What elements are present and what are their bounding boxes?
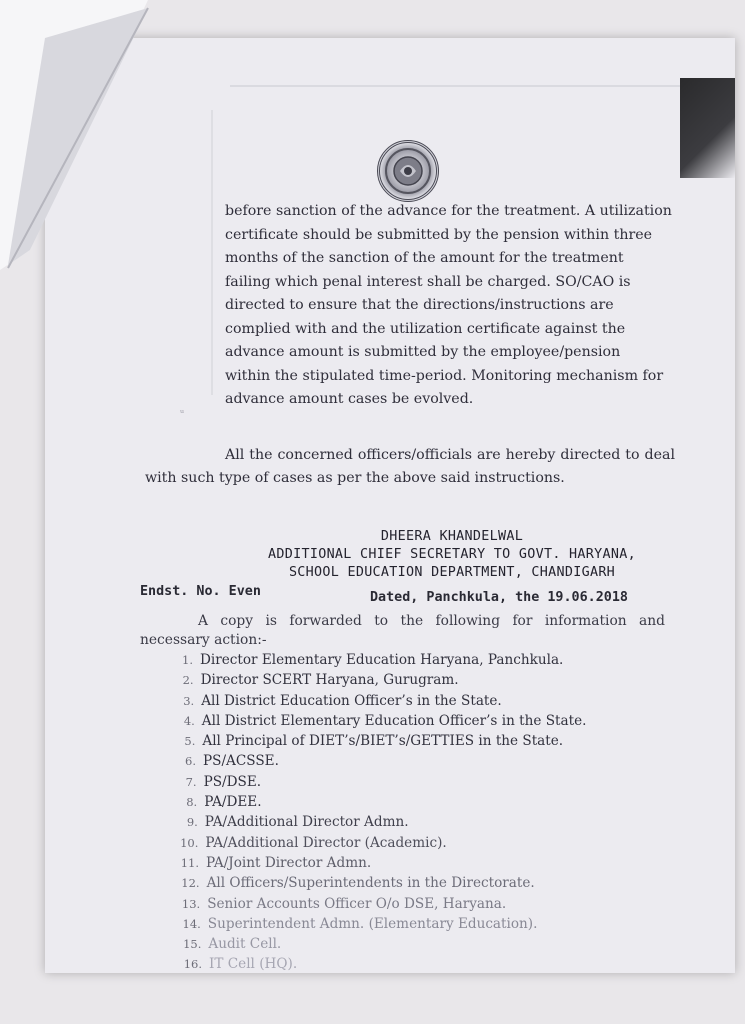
- body-line: certificate should be submitted by the pension within three: [225, 226, 653, 243]
- distribution-list: [165, 650, 645, 975]
- distribution-item: [167, 731, 645, 751]
- distribution-item: [165, 650, 645, 670]
- body-line: failing which penal interest shall be charged. SO/CAO is: [225, 273, 631, 290]
- distribution-text: All District Education Officer’s in the State.: [201, 692, 502, 709]
- signatory-designation: ADDITIONAL CHIEF SECRETARY TO GOVT. HARYANA,: [268, 547, 636, 562]
- dated-line: Dated, Panchkula, the 19.06.2018: [370, 590, 628, 605]
- distribution-item: [168, 751, 645, 771]
- instruction-paragraph: All the concerned officers/officials are hereby directed to deal with such type of cases as per the above said instructions.: [145, 447, 675, 486]
- distribution-number: 16.: [183, 957, 202, 972]
- distribution-text: PS/DSE.: [203, 773, 262, 790]
- distribution-item: [169, 772, 645, 792]
- distribution-item: [173, 914, 645, 934]
- distribution-text: PA/DEE.: [204, 794, 262, 811]
- distribution-text: PS/ACSSE.: [203, 753, 279, 770]
- distribution-number: 9.: [186, 815, 198, 830]
- distribution-text: Director Elementary Education Haryana, Panchkula.: [200, 652, 564, 668]
- distribution-text: All Principal of DIET’s/BIET’s/GETTIES in the State.: [202, 733, 564, 750]
- distribution-item: [172, 873, 645, 893]
- distribution-item: [170, 812, 645, 832]
- distribution-number: 8.: [186, 795, 198, 810]
- body-paragraph: [225, 200, 675, 412]
- distribution-text: PA/Joint Director Admn.: [206, 854, 372, 871]
- distribution-number: 15.: [183, 937, 202, 952]
- body-line: advance amount cases be evolved.: [225, 391, 474, 407]
- distribution-text: PA/Additional Director (Academic).: [205, 834, 447, 851]
- distribution-number: 6.: [185, 754, 196, 769]
- distribution-number: 10.: [180, 835, 199, 850]
- endorsement-number: Endst. No. Even: [140, 584, 261, 599]
- distribution-number: 12.: [181, 876, 200, 891]
- distribution-text: Audit Cell.: [208, 936, 282, 953]
- body-line: complied with and the utilization certificate against the: [225, 320, 626, 337]
- distribution-text: Senior Accounts Officer O/o DSE, Haryana.: [207, 895, 507, 912]
- body-line: advance amount is submitted by the employee/pension: [225, 344, 621, 360]
- margin-scribble: ᵤ: [180, 405, 184, 416]
- government-seal-icon: [377, 140, 439, 202]
- distribution-item: [166, 691, 645, 711]
- distribution-text: Director SCERT Haryana, Gurugram.: [200, 672, 459, 689]
- body-line: directed to ensure that the directions/instructions are: [225, 297, 614, 313]
- distribution-item: [171, 853, 645, 873]
- body-line: months of the sanction of the amount for the treatment: [225, 250, 624, 266]
- distribution-number: 4.: [183, 713, 195, 728]
- body-line: before sanction of the advance for the treatment. A utilization: [225, 203, 672, 219]
- distribution-text: All Officers/Superintendents in the Directorate.: [206, 875, 535, 892]
- distribution-item: [173, 934, 645, 954]
- distribution-text: PA/Additional Director Admn.: [204, 814, 409, 831]
- distribution-text: All District Elementary Education Officer’s in the State.: [201, 712, 587, 729]
- distribution-item: [174, 954, 645, 974]
- signatory-name: DHEERA KHANDELWAL: [380, 529, 524, 544]
- distribution-number: 3.: [183, 693, 195, 708]
- distribution-number: 2.: [182, 673, 194, 688]
- distribution-item: [169, 792, 645, 812]
- distribution-text: Superintendent Admn. (Elementary Education).: [207, 915, 538, 932]
- distribution-text: IT Cell (HQ).: [209, 956, 298, 973]
- distribution-number: 11.: [180, 855, 199, 870]
- signatory-block: [232, 528, 672, 582]
- signatory-department: SCHOOL EDUCATION DEPARTMENT, CHANDIGARH: [288, 565, 616, 580]
- distribution-number: 1.: [182, 653, 193, 667]
- distribution-item: [172, 894, 645, 914]
- distribution-number: 7.: [185, 774, 197, 789]
- scan-shadow: [680, 78, 735, 178]
- distribution-item: [170, 833, 645, 853]
- body-line: within the stipulated time-period. Monitoring mechanism for: [225, 367, 664, 384]
- distribution-item: [166, 670, 645, 690]
- distribution-number: 5.: [184, 734, 196, 749]
- distribution-number: 14.: [182, 916, 201, 931]
- copy-forward-text: A copy is forwarded to the following for information and necessary action:-: [140, 613, 665, 648]
- distribution-number: 13.: [181, 896, 201, 911]
- distribution-item: [167, 711, 645, 731]
